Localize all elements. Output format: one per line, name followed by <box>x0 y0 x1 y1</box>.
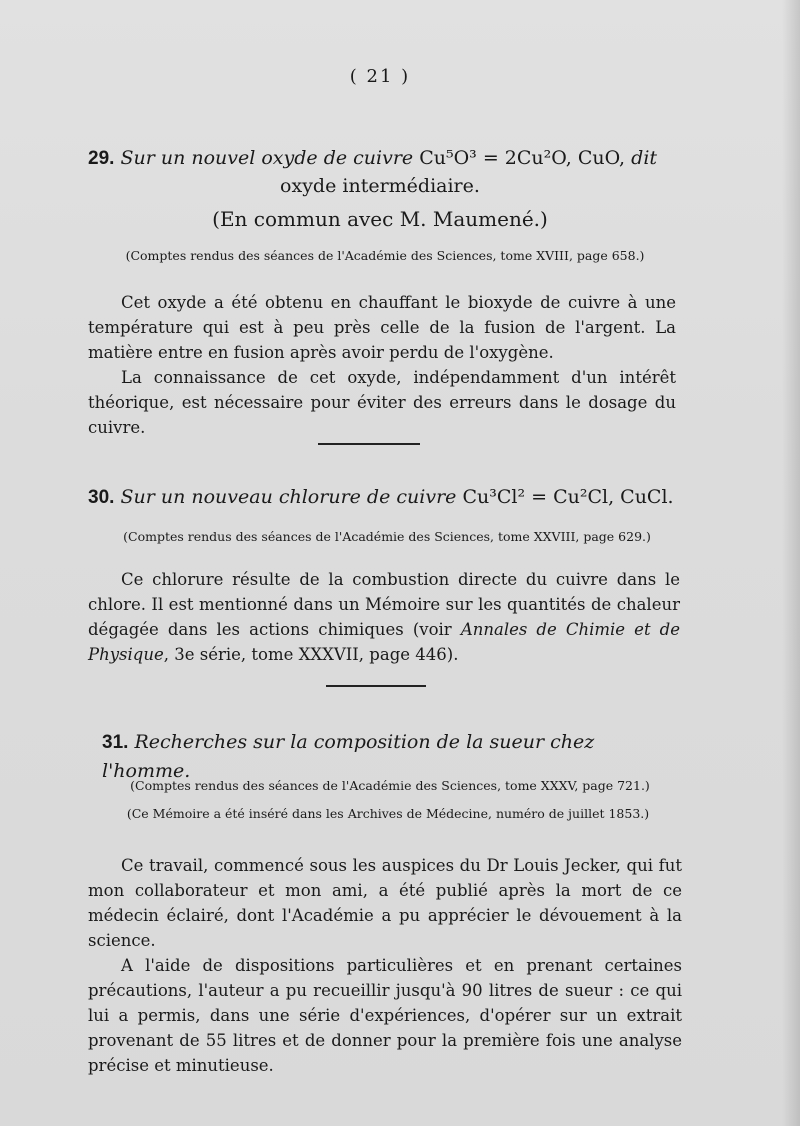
section-30-formula: Cu³Cl² = Cu²Cl, CuCl. <box>462 486 674 508</box>
section-29-heading <box>88 144 688 173</box>
section-31-paragraph-2: A l'aide de dispositions particulières et en prenant certaines précautions, l'auteur a pu recueillir jusqu'à 90 litres de sueur : ce qui lui a permis, dans une série d'expériences, d'opérer sur un extrait provenant de 55 litres et de donner pour la première fois une analyse précise et minutieuse. <box>88 956 682 1075</box>
section-30-title: Sur un nouveau chlorure de cuivre <box>120 486 457 508</box>
section-divider <box>326 685 426 687</box>
section-30-body <box>88 567 680 667</box>
section-29-body <box>88 290 676 440</box>
section-29-reference: (Comptes rendus des séances de l'Académie des Sciences, tome XVIII, page 658.) <box>125 248 645 263</box>
section-30-paragraph-start: Ce chlorure résulte de la combustion directe du cuivre dans le chlore. Il est mentionné dans un Mémoire sur les quantités de chaleur dégagée dans les actions chimiques (voir <box>88 570 680 639</box>
section-30-number: 30. <box>88 487 115 508</box>
section-29-paragraph-2: La connaissance de cet oxyde, indépendamment d'un intérêt théorique, est nécessaire pour éviter des erreurs dans le dosage du cuivre. <box>88 368 676 437</box>
section-30-paragraph-end: , 3e série, tome XXXVII, page 446). <box>163 645 459 664</box>
section-30-heading <box>88 483 678 512</box>
section-29-paragraph-1: Cet oxyde a été obtenu en chauffant le bioxyde de cuivre à une température qui est à peu près celle de la fusion de l'argent. La matière entre en fusion après avoir perdu de l'oxygène. <box>88 293 676 362</box>
page-number: ( 21 ) <box>349 66 411 87</box>
section-30-reference: (Comptes rendus des séances de l'Académie des Sciences, tome XXVIII, page 629.) <box>123 529 651 544</box>
section-29-title-line2: oxyde intermédiaire. <box>280 175 480 197</box>
section-29-collab: (En commun avec M. Maumené.) <box>212 207 548 231</box>
section-30-journal-title: Annales de Chimie et de Physique <box>88 620 681 664</box>
section-31-paragraph-1: Ce travail, commencé sous les auspices du Dr Louis Jecker, qui fut mon collaborateur et mon ami, a été publié après la mort de ce médecin éclairé, dont l'Académie a pu apprécier le dévouement à la science. <box>88 856 682 950</box>
section-31-reference: (Comptes rendus des séances de l'Académie des Sciences, tome XXXV, page 721.) <box>130 778 650 793</box>
section-30-paragraph <box>88 567 680 667</box>
section-31-title: Recherches sur la composition de la sueur chez l'homme. <box>102 731 595 782</box>
section-29-number: 29. <box>88 148 115 169</box>
section-31-body <box>88 853 682 1078</box>
section-29-title: Sur un nouvel oxyde de cuivre <box>120 147 414 169</box>
section-31-reference-2: (Ce Mémoire a été inséré dans les Archives de Médecine, numéro de juillet 1853.) <box>126 806 650 821</box>
section-divider <box>318 443 420 445</box>
section-29-formula: Cu⁵O³ = 2Cu²O, CuO, <box>419 147 626 169</box>
section-29-dit: dit <box>631 147 658 169</box>
section-31-number: 31. <box>102 732 129 753</box>
page-edge-shadow <box>782 0 800 1126</box>
